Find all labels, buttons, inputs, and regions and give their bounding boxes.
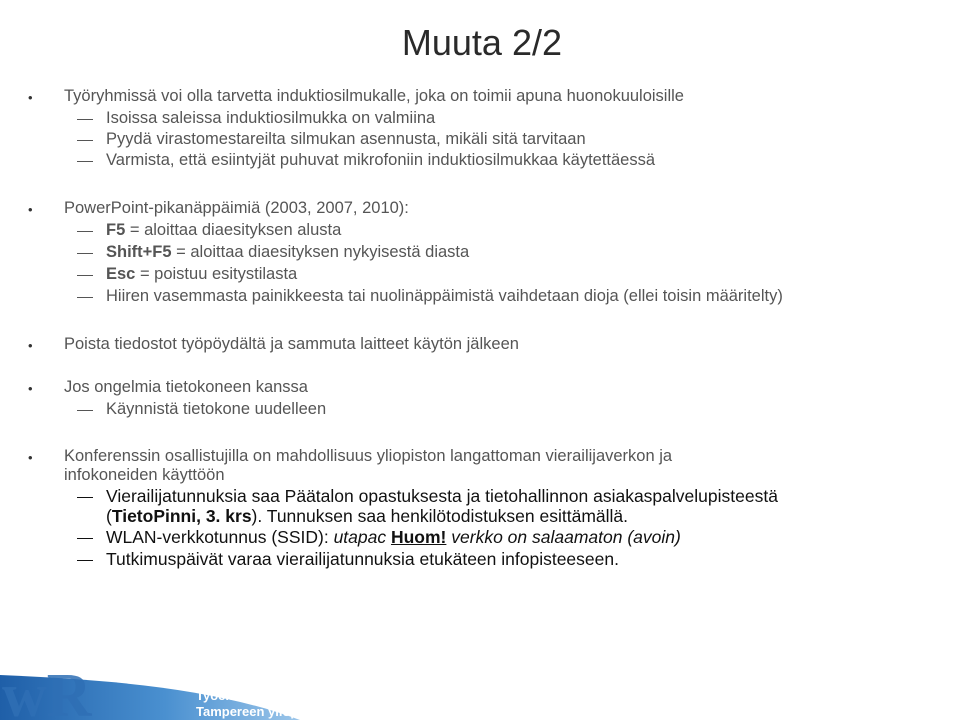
- dash-icon: [77, 275, 93, 276]
- bullet-icon: •: [28, 450, 33, 465]
- shortcut-key: Esc: [106, 265, 136, 283]
- shortcut-desc: = aloittaa diaesityksen alusta: [125, 221, 342, 239]
- dash-icon: [77, 161, 93, 162]
- bullet-icon: •: [28, 90, 33, 105]
- guest-account-info: Vierailijatunnuksia saa Päätalon opastuksesta ja tietohallinnon asiakaspalvelupisteestä: [106, 486, 778, 506]
- shortcut-item: [106, 243, 920, 262]
- paren-open: (: [106, 506, 112, 526]
- bullet-text: PowerPoint-pikanäppäimiä (2003, 2007, 2010):: [64, 199, 409, 217]
- footer-logo: [0, 620, 960, 720]
- footer-org: Työelämän tutkimuskeskus: [196, 688, 365, 703]
- bullet-text: Jos ongelmia tietokoneen kanssa: [64, 378, 308, 396]
- wlan-note: verkko on salaamaton (avoin): [446, 527, 681, 547]
- huom-label: Huom!: [390, 527, 447, 547]
- shortcut-item: [106, 265, 920, 284]
- wr-logo: wR: [2, 662, 92, 720]
- bullet-text: Työryhmissä voi olla tarvetta induktiosilmukalle, joka on toimii apuna huonokuuloisille: [64, 87, 684, 105]
- dash-icon: [77, 297, 93, 298]
- footer: [0, 620, 960, 720]
- dash-icon: [77, 253, 93, 254]
- sub-item: Isoissa saleissa induktiosilmukka on valmiina: [106, 109, 436, 127]
- wlan-prefix: WLAN-verkkotunnus (SSID):: [106, 527, 334, 547]
- wlan-info: [106, 527, 920, 548]
- shortcut-desc: = aloittaa diaesityksen nykyisestä diasta: [171, 243, 470, 261]
- bullet-text: Poista tiedostot työpöydältä ja sammuta laitteet käytön jälkeen: [64, 335, 519, 353]
- sub-item: Käynnistä tietokone uudelleen: [106, 400, 327, 418]
- slide-title: Muuta 2/2: [401, 22, 562, 63]
- bullet-icon: •: [28, 338, 33, 353]
- sub-item: Hiiren vasemmasta painikkeesta tai nuolinäppäimistä vaihdetaan dioja (ellei toisin määritelty): [106, 287, 783, 305]
- wlan-ssid: utapac: [333, 527, 387, 547]
- guest-account-tail: ). Tunnuksen saa henkilötodistuksen esittämällä.: [251, 506, 629, 526]
- bullet-icon: •: [28, 202, 33, 217]
- footer-university: Tampereen yliopisto: [196, 704, 322, 719]
- sub-item: Pyydä virastomestareilta silmukan asennusta, mikäli sitä tarvitaan: [106, 130, 586, 148]
- shortcut-key: F5: [106, 221, 126, 239]
- bullet-text-cont: infokoneiden käyttöön: [64, 466, 225, 484]
- dash-icon: [77, 560, 93, 561]
- dash-icon: [77, 410, 93, 411]
- dash-icon: [77, 231, 93, 232]
- research-days-info: Tutkimuspäivät varaa vierailijatunnuksia etukäteen infopisteeseen.: [106, 549, 619, 569]
- bullet-icon: •: [28, 381, 33, 396]
- tietopinni-location: TietoPinni, 3. krs: [111, 506, 252, 526]
- shortcut-desc: = poistuu esitystilasta: [135, 265, 298, 283]
- dash-icon: [77, 538, 93, 539]
- shortcut-key: Shift+F5: [106, 243, 172, 261]
- dash-icon: [77, 140, 93, 141]
- dash-icon: [77, 119, 93, 120]
- shortcut-item: [106, 221, 920, 240]
- dash-icon: [77, 497, 93, 498]
- sub-item: Varmista, että esiintyjät puhuvat mikrofoniin induktiosilmukkaa käytettäessä: [106, 151, 656, 169]
- guest-account-info-cont: [106, 506, 920, 527]
- bullet-text: Konferenssin osallistujilla on mahdollisuus yliopiston langattoman vierailijaverkon ja: [64, 447, 673, 465]
